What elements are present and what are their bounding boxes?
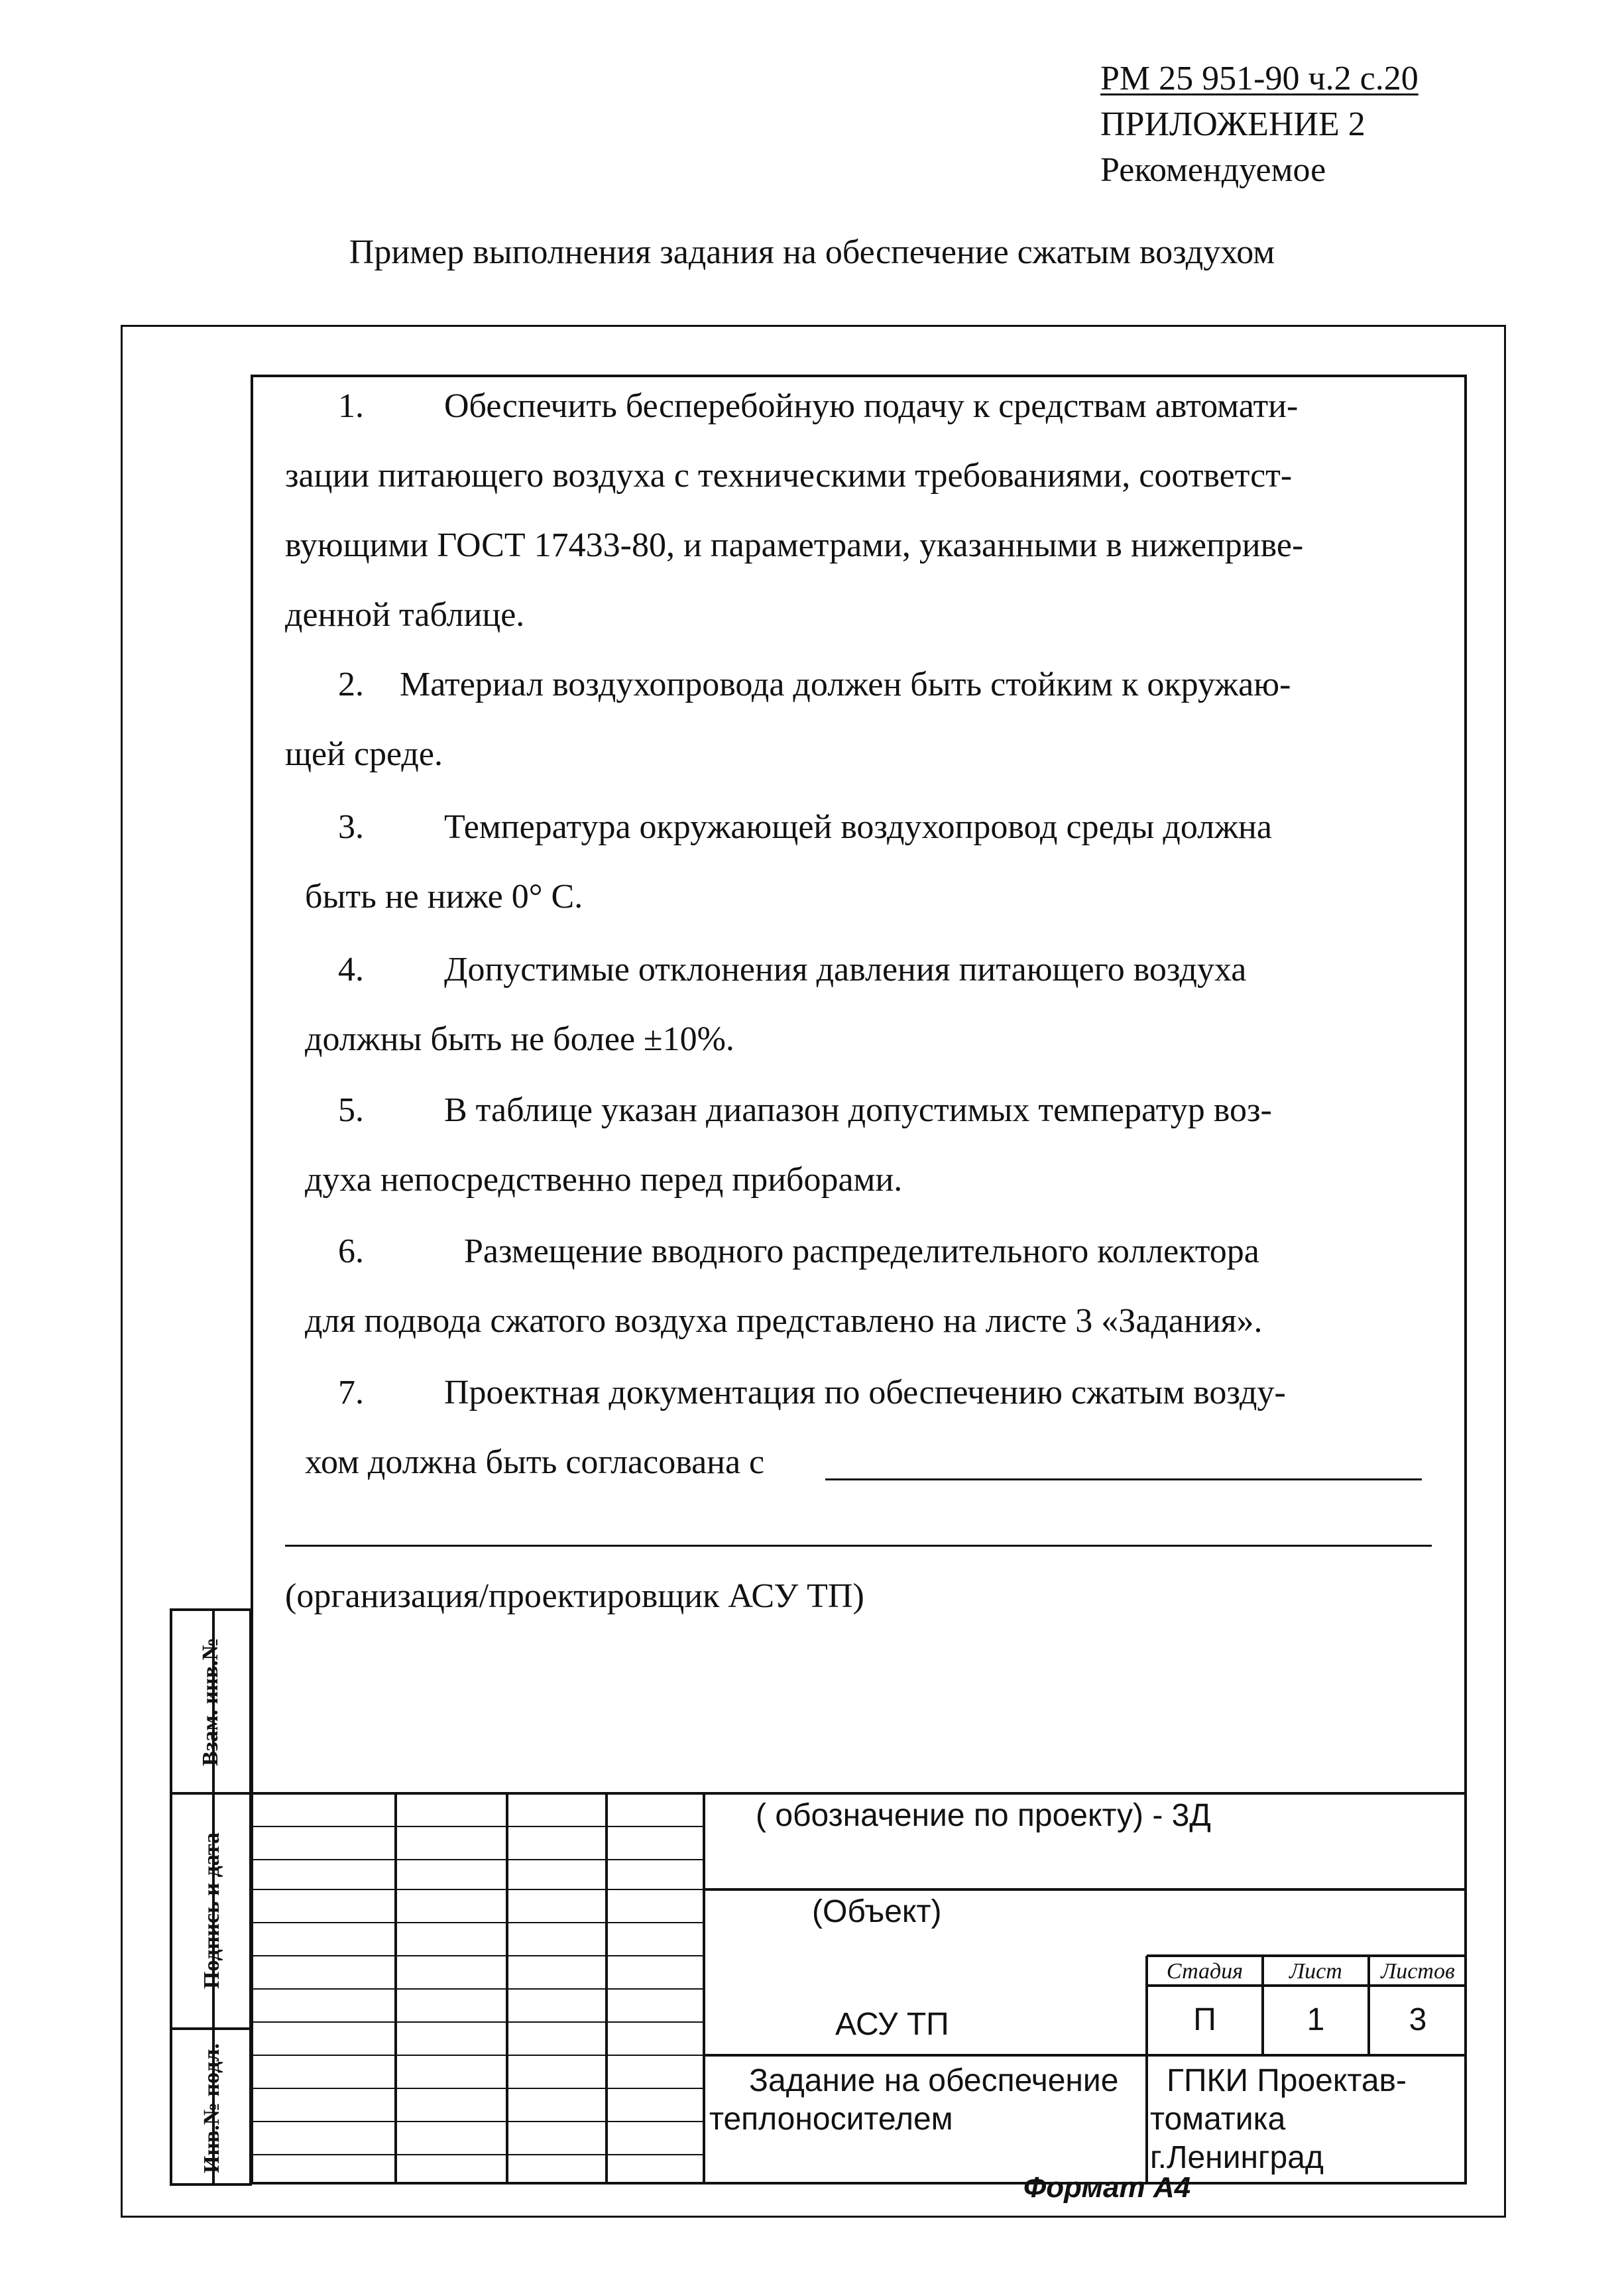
stage-label: Стадия bbox=[1166, 1959, 1244, 1984]
item-text: быть не ниже 0° С. bbox=[305, 878, 583, 916]
stamp-replace-inv: Взам. инв.№ bbox=[198, 1638, 223, 1766]
item-text: зации питающего воздуха с техническими требованиями, соответст- bbox=[285, 457, 1293, 495]
item-text: духа непосредственно перед приборами. bbox=[305, 1161, 903, 1199]
doc-name-line2: теплоносителем bbox=[709, 2102, 953, 2137]
sheet-value: 1 bbox=[1306, 2002, 1325, 2037]
item-number: 6. bbox=[338, 1232, 364, 1270]
object-label: (Объект) bbox=[812, 1894, 942, 1929]
item-text: вующими ГОСТ 17433-80, и параметрами, указанными в нижеприве- bbox=[285, 526, 1304, 564]
item-number: 5. bbox=[338, 1091, 364, 1129]
sheet-label: Лист bbox=[1289, 1959, 1342, 1984]
item-text: щей среде. bbox=[285, 735, 443, 773]
appendix-label: ПРИЛОЖЕНИЕ 2 bbox=[1100, 105, 1365, 143]
item-number: 4. bbox=[338, 951, 364, 988]
org-line2: томатика bbox=[1150, 2102, 1286, 2137]
item-text: для подвода сжатого воздуха представлено на листе 3 «Задания». bbox=[305, 1302, 1263, 1340]
item-number: 2. bbox=[338, 666, 364, 703]
designation: ( обозначение по проекту) - 3Д bbox=[756, 1798, 1211, 1833]
item-number: 1. bbox=[338, 387, 364, 425]
org-caption: (организация/проектировщик АСУ ТП) bbox=[285, 1577, 864, 1615]
item-text: Обеспечить бесперебойную подачу к средствам автомати- bbox=[444, 387, 1299, 425]
item-text: Проектная документация по обеспечению сжатым возду- bbox=[444, 1374, 1286, 1411]
recommended-label: Рекомендуемое bbox=[1100, 151, 1326, 189]
stage-value: П bbox=[1193, 2002, 1216, 2037]
org-line3: г.Ленинград bbox=[1150, 2140, 1324, 2175]
item-text: должны быть не более ±10%. bbox=[305, 1020, 734, 1058]
system-label: АСУ ТП bbox=[835, 2007, 949, 2042]
item-text: Материал воздухопровода должен быть стойким к окружаю- bbox=[400, 666, 1291, 703]
item-text: Температура окружающей воздухопровод среды должна bbox=[444, 808, 1272, 846]
sheets-value: 3 bbox=[1409, 2002, 1427, 2037]
item-text: Размещение вводного распределительного коллектора bbox=[464, 1232, 1259, 1270]
item-number: 7. bbox=[338, 1374, 364, 1411]
item-number: 3. bbox=[338, 808, 364, 846]
stamp-signature-date: Подпись и дата bbox=[200, 1832, 224, 1989]
org-line1: ГПКИ Проектав- bbox=[1167, 2063, 1407, 2098]
doc-name-line1: Задание на обеспечение bbox=[749, 2063, 1119, 2098]
item-text: В таблице указан диапазон допустимых температур воз- bbox=[444, 1091, 1272, 1129]
stamp-inv-original: Инв.№ подл. bbox=[200, 2043, 224, 2173]
document-code: РМ 25 951-90 ч.2 с.20 bbox=[1100, 60, 1419, 97]
item-text: Допустимые отклонения давления питающего воздуха bbox=[444, 951, 1247, 988]
item-text: хом должна быть согласована с bbox=[305, 1443, 765, 1481]
format-label: Формат А4 bbox=[1023, 2171, 1191, 2204]
sheets-label: Листов bbox=[1381, 1959, 1455, 1984]
page-title: Пример выполнения задания на обеспечение сжатым воздухом bbox=[349, 233, 1275, 271]
item-text: денной таблице. bbox=[285, 596, 525, 634]
